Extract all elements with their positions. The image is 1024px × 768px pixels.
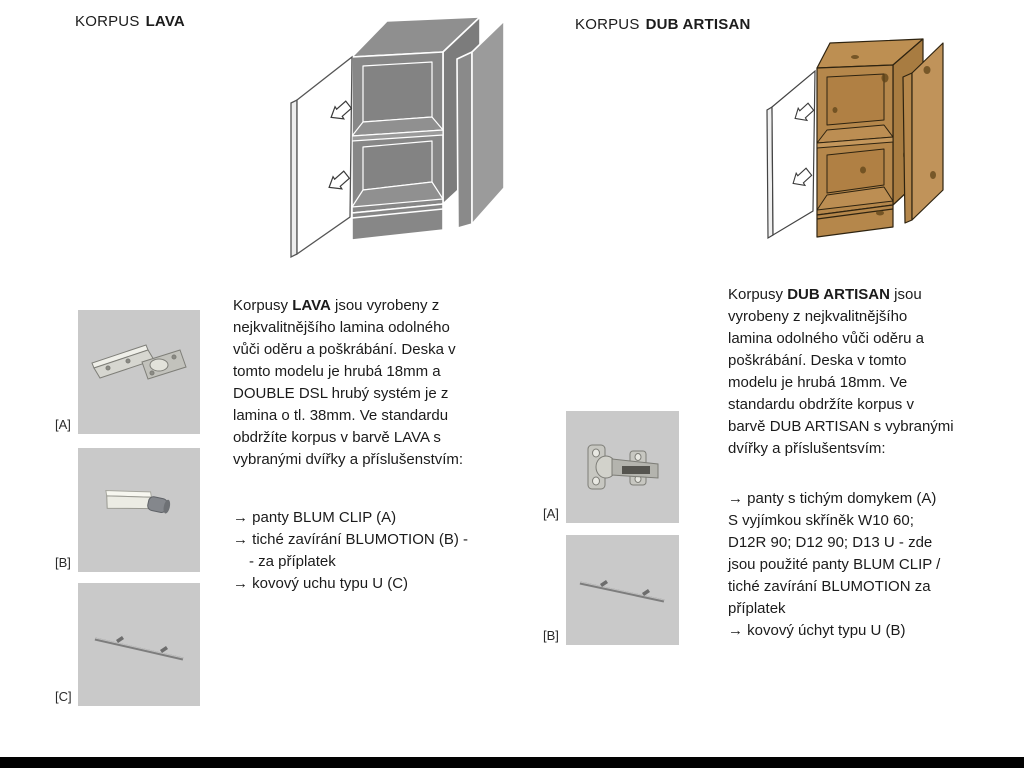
bullet-item-continuation: jsou použité panty BLUM CLIP / bbox=[728, 556, 941, 573]
paragraph-line: DOUBLE DSL hrubý systém je z bbox=[233, 385, 449, 402]
paragraph-line: modelu je hrubá 18mm. Ve bbox=[728, 374, 908, 391]
image-label: [B] bbox=[55, 555, 71, 570]
left-column-title bbox=[75, 13, 185, 30]
title-text-bold: LAVA bbox=[145, 13, 185, 30]
paragraph-line: tomto modelu je hrubá 18mm a bbox=[233, 363, 441, 380]
bullet-item: → kovový úchyt typu U (B) bbox=[728, 622, 906, 639]
paragraph-line: vůči oděru a poškrábání. Deska v bbox=[233, 341, 456, 358]
paragraph-line: lamina odolného vůči oděru a bbox=[728, 330, 924, 347]
paragraph-line: dvířky a příslušentsvím: bbox=[728, 440, 886, 457]
letterbox-bar bbox=[0, 757, 1024, 768]
paragraph-line: vyrobeny z nejkvalitnějšího bbox=[728, 308, 908, 325]
left-bullet-list bbox=[233, 507, 533, 595]
bullet-item-continuation: příplatek bbox=[728, 600, 786, 617]
hardware-image-box-a bbox=[543, 411, 679, 523]
hardware-image-box-b bbox=[543, 535, 679, 645]
bullet-item: → kovový uchu typu U (C) bbox=[233, 575, 409, 592]
right-bullet-list bbox=[728, 488, 996, 642]
image-label: [A] bbox=[543, 506, 559, 521]
u-handle-image bbox=[78, 583, 200, 706]
left-description bbox=[233, 295, 533, 595]
u-handle-image bbox=[566, 535, 679, 645]
right-description bbox=[728, 284, 996, 642]
bullet-item-continuation: tiché zavírání BLUMOTION za bbox=[728, 578, 931, 595]
paragraph-line: obdržíte korpus v barvě LAVA s bbox=[233, 429, 441, 446]
paragraph-line: poškrábání. Deska v tomto bbox=[728, 352, 907, 369]
title-text-bold: DUB ARTISAN bbox=[645, 16, 751, 33]
paragraph-line: vybranými dvířky a příslušenstvím: bbox=[233, 451, 464, 468]
blum-clip-hinge-image bbox=[78, 310, 200, 434]
paragraph-line: barvě DUB ARTISAN s vybranými bbox=[728, 418, 954, 435]
dub-artisan-cabinet-illustration bbox=[735, 15, 980, 275]
bullet-item-continuation: D12R 90; D12 90; D13 U - zde bbox=[728, 534, 933, 551]
paragraph-line: Korpusy DUB ARTISAN jsou bbox=[728, 286, 922, 303]
hardware-image-box-b bbox=[55, 448, 200, 572]
hardware-image-box-c bbox=[55, 583, 200, 706]
bullet-item: → panty s tichým domykem (A) bbox=[728, 490, 937, 507]
hardware-image-box-a bbox=[55, 310, 200, 434]
paragraph-line: standardu obdržíte korpus v bbox=[728, 396, 914, 413]
bullet-item: → tiché zavírání BLUMOTION (B) - bbox=[233, 531, 469, 548]
bullet-item: → panty BLUM CLIP (A) bbox=[233, 509, 397, 526]
open-door bbox=[291, 57, 354, 257]
image-label: [A] bbox=[55, 417, 71, 432]
image-label: [B] bbox=[543, 628, 559, 643]
soft-close-hinge-image bbox=[566, 411, 679, 523]
paragraph-line: nejkvalitnějšího lamina odolného bbox=[233, 319, 450, 336]
open-door bbox=[767, 71, 816, 238]
paragraph-line: lamina o tl. 38mm. Ve standardu bbox=[233, 407, 449, 424]
bullet-item-continuation: S vyjímkou skříněk W10 60; bbox=[728, 512, 914, 529]
paragraph-line: Korpusy LAVA jsou vyrobeny z bbox=[233, 297, 440, 314]
lava-cabinet-illustration bbox=[283, 2, 528, 272]
blumotion-damper-image bbox=[78, 448, 200, 572]
bullet-item-continuation: - za příplatek bbox=[249, 553, 336, 570]
title-text: KORPUS bbox=[575, 16, 640, 33]
title-text: KORPUS bbox=[75, 13, 140, 30]
image-label: [C] bbox=[55, 689, 72, 704]
right-column-title bbox=[575, 16, 751, 33]
